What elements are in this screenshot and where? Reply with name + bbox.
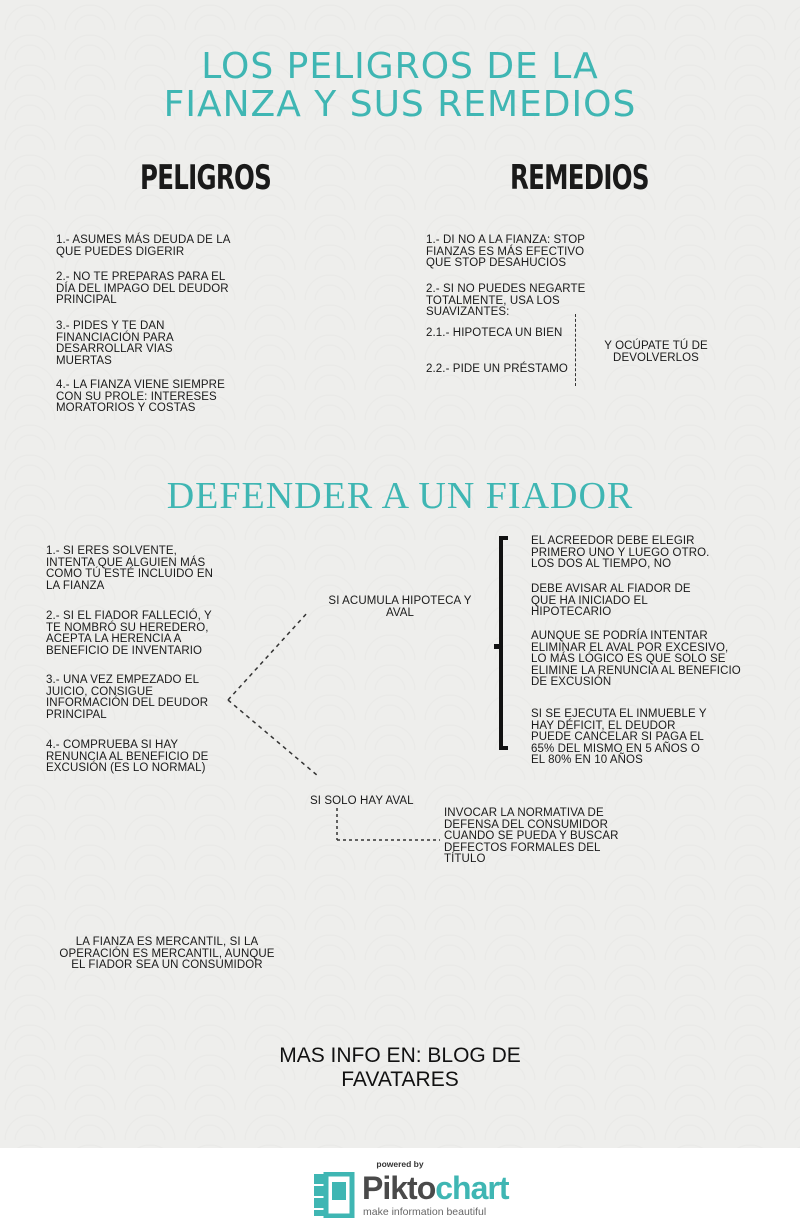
piktochart-tagline: make information beautiful bbox=[363, 1206, 487, 1218]
branch1-label: SI ACUMULA HIPOTECA Y AVAL bbox=[328, 595, 472, 619]
peligros-item-1: 1.- ASUMES MÁS DEUDA DE LA QUE PUEDES DIGERIR bbox=[56, 234, 230, 258]
piktochart-logo-icon[interactable] bbox=[312, 1172, 356, 1218]
branch1-brace-tip bbox=[494, 644, 502, 649]
branch-connector-upper bbox=[228, 612, 308, 700]
branch1-item-4: SI SE EJECUTA EL INMUEBLE Y HAY DÉFICIT, EL DEUDOR PUEDE CANCELAR SI PAGA EL 65% DEL MISMO EN 5 AÑOS O EL 80% EN 10 AÑOS bbox=[531, 708, 707, 766]
peligros-item-4: 4.- LA FIANZA VIENE SIEMPRE CON SU PROLE: INTERESES MORATORIOS Y COSTAS bbox=[56, 379, 225, 414]
branch2-text: INVOCAR LA NORMATIVA DE DEFENSA DEL CONSUMIDOR CUANDO SE PUEDA Y BUSCAR DEFECTOS FORMALES DEL TÍTULO bbox=[444, 807, 619, 865]
more-info: MAS INFO EN: BLOG DE FAVATARES bbox=[279, 1044, 521, 1091]
wordmark-chart: chart bbox=[435, 1170, 509, 1206]
piktochart-wordmark[interactable] bbox=[362, 1170, 508, 1207]
mercantil-note: LA FIANZA ES MERCANTIL, SI LA OPERACIÓN ES MERCANTIL, AUNQUE EL FIADOR SEA UN CONSUMIDOR bbox=[59, 936, 275, 971]
branch1-brace bbox=[501, 538, 508, 748]
main-title-line2: FIANZA Y SUS REMEDIOS bbox=[163, 84, 637, 125]
branch1-item-1: EL ACREEDOR DEBE ELEGIR PRIMERO UNO Y LUEGO OTRO. LOS DOS AL TIEMPO, NO bbox=[531, 535, 710, 570]
defender-title: DEFENDER A UN FIADOR bbox=[166, 475, 634, 517]
defender-item-1: 1.- SI ERES SOLVENTE, INTENTA QUE ALGUIEN MÁS COMO TÚ ESTÉ INCLUIDO EN LA FIANZA bbox=[46, 545, 214, 592]
branch1-item-3: AUNQUE SE PODRÍA INTENTAR ELIMINAR EL AVAL POR EXCESIVO, LO MÁS LÓGICO ES QUE SOLO SE ELIMINE LA RENUNCIA AL BENEFICIO DE EXCUSIÓN bbox=[531, 630, 741, 688]
peligros-item-3: 3.- PIDES Y TE DAN FINANCIACIÓN PARA DESARROLLAR VIAS MUERTAS bbox=[56, 320, 174, 367]
peligros-item-2: 2.- NO TE PREPARAS PARA EL DÍA DEL IMPAGO DEL DEUDOR PRINCIPAL bbox=[56, 271, 229, 306]
defender-item-3: 3.- UNA VEZ EMPEZADO EL JUICIO, CONSIGUE INFORMACIÓN DEL DEUDOR PRINCIPAL bbox=[46, 674, 209, 721]
branch1-item-2: DEBE AVISAR AL FIADOR DE QUE HA INICIADO EL HIPOTECARIO bbox=[531, 583, 691, 618]
branch2-label: SI SOLO HAY AVAL bbox=[310, 795, 414, 807]
defender-item-2: 2.- SI EL FIADOR FALLECIÓ, Y TE NOMBRÓ SU HEREDERO, ACEPTA LA HERENCIA A BENEFICIO DE INVENTARIO bbox=[46, 610, 212, 657]
remedios-sub-2: 2.2.- PIDE UN PRÉSTAMO bbox=[426, 363, 568, 375]
powered-by: powered by bbox=[376, 1159, 424, 1169]
remedios-side-note: Y OCÚPATE TÚ DE DEVOLVERLOS bbox=[604, 340, 708, 364]
remedios-item-1: 1.- DI NO A LA FIANZA: STOP FIANZAS ES MÁS EFECTIVO QUE STOP DESAHUCIOS bbox=[426, 234, 585, 269]
main-title-line1: LOS PELIGROS DE LA bbox=[201, 46, 599, 87]
branch-connector-lower bbox=[228, 700, 318, 776]
remedios-item-2: 2.- SI NO PUEDES NEGARTE TOTALMENTE, USA LOS SUAVIZANTES: bbox=[426, 283, 586, 318]
wordmark-pikto: Pikto bbox=[362, 1170, 436, 1206]
peligros-heading: PELIGROS bbox=[140, 158, 272, 198]
defender-item-4: 4.- COMPRUEBA SI HAY RENUNCIA AL BENEFICIO DE EXCUSIÓN (ES LO NORMAL) bbox=[46, 739, 209, 774]
remedios-sub-1: 2.1.- HIPOTECA UN BIEN bbox=[426, 327, 563, 339]
remedios-heading: REMEDIOS bbox=[510, 158, 649, 198]
